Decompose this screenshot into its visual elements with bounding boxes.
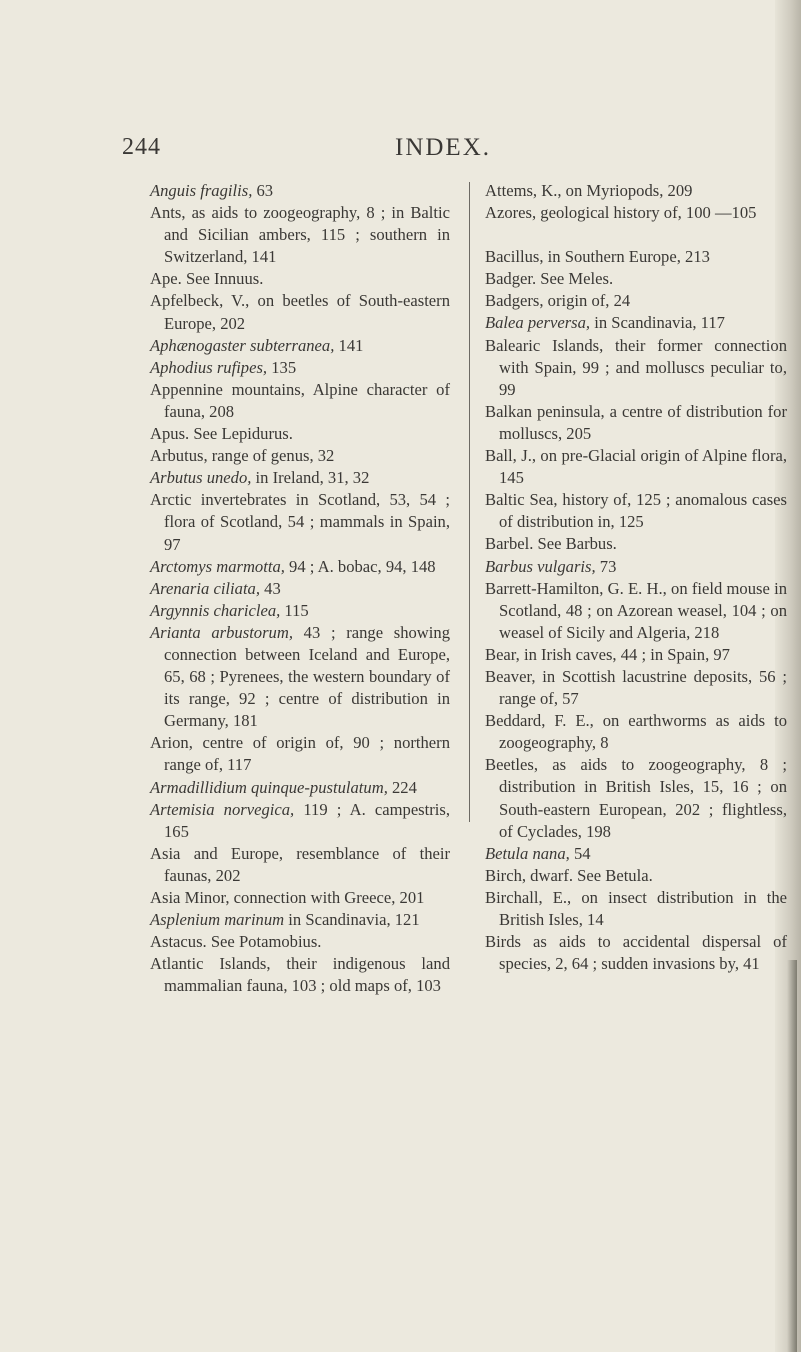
index-entry [485,843,787,865]
index-entry [150,357,450,379]
entry-text: Birch, dwarf. See Betula. [485,865,653,885]
entry-text: 63 [252,181,274,200]
entry-text: Balkan peninsula, a centre of distribution for molluscs, 205 [485,401,787,443]
entry-text: Arbutus, range of genus, 32 [150,446,335,466]
entry-term: Barbus vulgaris, [485,556,596,576]
entry-text: Attems, K., on Myriopods, 209 [485,181,693,200]
index-entry [150,268,450,290]
entry-text: 43 ; range showing connection between Iceland and Europe, 65, 68 ; Pyrenees, the western boundary of its range, 92 ; centre of distribution in Germany, 181 [164,622,450,731]
index-entry [485,556,787,578]
entry-text: 119 ; A. campestris, 165 [164,799,450,841]
entry-text: in Ireland, 31, 32 [251,468,370,488]
index-entry [150,799,450,843]
entry-text: Beaver, in Scottish lacustrine deposits, 56 ; range of, 57 [485,666,787,709]
index-entry [150,732,450,776]
index-column-right [485,180,787,975]
entry-text: Bear, in Irish caves, 44 ; in Spain, 97 [485,644,730,664]
index-entry [150,578,450,600]
index-entry [150,887,450,909]
entry-text: Ball, J., on pre-Glacial origin of Alpine flora, 145 [485,446,787,488]
index-entry [485,401,787,445]
index-entry [150,622,450,732]
index-entry [150,467,450,489]
index-entry [485,644,787,666]
entry-text: 135 [267,357,297,377]
entry-term: Anguis fragilis, [150,181,253,200]
entry-term: Betula nana, [485,843,570,863]
entry-text: 94 ; A. bobac, 94, 148 [284,556,436,576]
index-entry [150,180,450,202]
entry-text: Birchall, E., on insect distribution in the British Isles, 14 [485,887,787,929]
index-entry [485,335,787,401]
entry-text: 73 [595,556,617,576]
index-entry [485,931,787,975]
entry-text: Badgers, origin of, 24 [485,291,631,311]
running-head: INDEX. [395,134,492,161]
index-entry [485,578,787,644]
entry-text: Apfelbeck, V., on beetles of South-eastern Europe, 202 [150,291,450,333]
index-entry [150,843,450,887]
entry-term: Arctomys marmotta, [150,556,285,576]
index-entry [485,865,787,887]
entry-text: Ape. See Innuus. [150,269,264,289]
entry-text: Asia and Europe, resemblance of their faunas, 202 [150,843,450,885]
index-entry [150,335,450,357]
index-entry [485,445,787,489]
entry-text: Asia Minor, connection with Greece, 201 [150,888,425,907]
index-entry [485,489,787,533]
page-shadow [787,960,797,1352]
entry-text: Badger. See Meles. [485,269,614,289]
entry-text: Atlantic Islands, their indigenous land mammalian fauna, 103 ; old maps of, 103 [150,954,450,996]
entry-term: Balea perversa, [485,313,591,333]
entry-text: 224 [387,777,417,797]
entry-text: Ants, as aids to zoogeography, 8 ; in Baltic and Sicilian ambers, 115 ; southern in Switzerland, 141 [150,203,450,267]
column-divider [469,182,470,822]
page-header [0,134,801,164]
entry-text: Baltic Sea, history of, 125 ; anomalous cases of distribution in, 125 [485,490,787,532]
index-entry [150,202,450,268]
index-entry [485,533,787,555]
index-entry [150,909,450,931]
entry-text: Balearic Islands, their former connection with Spain, 99 ; and molluscs peculiar to, 99 [485,335,787,399]
page-number: 244 [122,134,161,160]
entry-text: Apus. See Lepidurus. [150,424,293,444]
index-entry [150,777,450,799]
entry-text: in Scandinavia, 117 [590,313,725,333]
index-entry [150,423,450,445]
index-entry [485,246,787,268]
entry-term: Arenaria ciliata, [150,578,260,598]
index-entry [150,931,450,953]
entry-text: Barbel. See Barbus. [485,534,617,554]
entry-text: Appennine mountains, Alpine character of fauna, 208 [150,379,450,421]
entry-term: Argynnis chariclea, [150,600,281,620]
entry-term: Aphodius rufipes, [150,357,268,377]
entry-text: Arctic invertebrates in Scotland, 53, 54 ; flora of Scotland, 54 ; mammals in Spain, 97 [150,490,450,554]
entry-text: Beetles, as aids to zoogeography, 8 ; distribution in British Isles, 15, 16 ; on South-eastern European, 202 ; flightless, of Cyclades, 198 [485,755,787,841]
entry-text: Bacillus, in Southern Europe, 213 [485,247,710,267]
index-entry [150,953,450,997]
index-entry [485,887,787,931]
index-entry [485,754,787,842]
entry-text: in Scandinavia, 121 [284,910,420,930]
index-entry [485,290,787,312]
entry-text: 54 [569,843,591,863]
entry-term: Arianta arbustorum, [150,622,293,642]
index-entry [150,379,450,423]
index-entry [150,600,450,622]
index-entry [150,445,450,467]
entry-term: Asplenium marinum [150,910,285,930]
index-entry [485,202,787,224]
entry-text: Beddard, F. E., on earthworms as aids to zoogeography, 8 [485,711,787,753]
entry-term: Aphænogaster subterranea, [150,335,335,355]
entry-term: Artemisia norvegica, [150,799,295,819]
index-entry [485,180,787,202]
index-entry [485,312,787,334]
index-entry [485,268,787,290]
entry-text: Birds as aids to accidental dispersal of species, 2, 64 ; sudden invasions by, 41 [485,932,787,974]
index-entry [150,556,450,578]
index-column-left [150,180,450,997]
index-entry [485,666,787,710]
entry-term: Armadillidium quinque-pustulatum, [150,777,388,797]
entry-text: Barrett-Hamilton, G. E. H., on field mouse in Scotland, 48 ; on Azorean weasel, 104 ; on weasel of Sicily and Algeria, 218 [485,578,787,642]
entry-text: Azores, geological history of, 100 —105 [485,203,757,223]
entry-term: Arbutus unedo, [150,468,252,488]
entry-text: 115 [280,600,309,620]
index-entry [150,489,450,555]
entry-text: Arion, centre of origin of, 90 ; northern range of, 117 [150,733,450,775]
entry-text: 141 [334,335,364,355]
entry-text: Astacus. See Potamobius. [150,932,322,952]
index-entry [150,290,450,334]
entry-text: 43 [260,578,281,598]
index-entry [485,710,787,754]
